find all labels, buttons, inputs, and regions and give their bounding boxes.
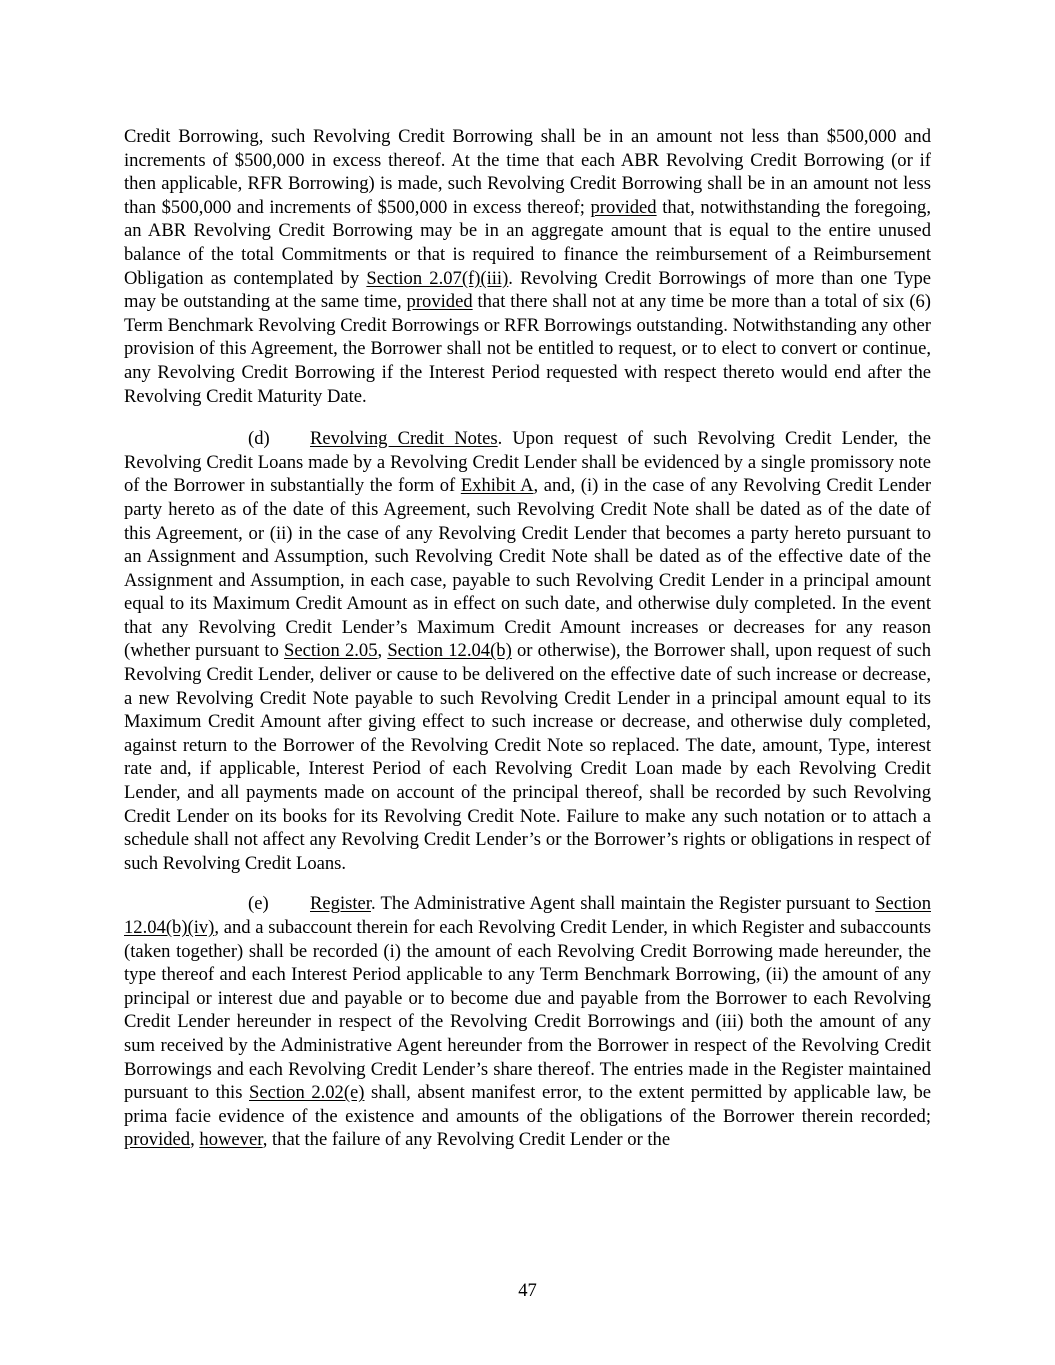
section-reference: Section 2.07(f)(iii) [366, 267, 509, 289]
text-segment: that, notwithstanding the foregoing, an ABR Revolving Credit Borrowing may be in an aggregate amount that is equal to the entire unused balance of the total Commitments or that is required to finance the reimbursement of a Reimbursement Obligation as contemplated by [124, 196, 931, 289]
text-segment: Credit Borrowing, such Revolving Credit Borrowing shall be in an amount not less than $500,000 and increments of $500,000 in excess thereof. At the time that each ABR Revolving Credit Borrowing (or if then applicable, RFR Borrowing) is made, such Revolving Credit Borrowing shall be in an amount not less than $500,000 and increments of $500,000 in excess thereof; [124, 126, 931, 218]
section-reference: Section 2.02(e) [249, 1082, 365, 1104]
provided-term: provided [590, 196, 657, 218]
paragraph-d [124, 427, 931, 875]
text-segment: , that the failure of any Revolving Credit Lender or the [262, 1129, 671, 1151]
section-reference: Section 12.04(b) [387, 640, 512, 662]
paragraph-e [124, 892, 931, 1152]
text-segment: , and, (i) in the case of any Revolving Credit Lender party hereto as of the date of this Agreement, such Revolving Credit Note shall be dated as of the date of this Agreement, or (ii) in the case of any Revolving Credit Lender that becomes a party hereto pursuant to an Assignment and Assumption, such Revolving Credit Note shall be dated as of the effective date of the Assignment and Assumption, in each case, payable to such Revolving Credit Lender in a principal amount equal to its Maximum Credit Amount as in effect on such date, and otherwise duly completed. In the event that any Revolving Credit Lender’s Maximum Credit Amount increases or decreases for any reason (whether pursuant to [124, 475, 932, 662]
body-text [124, 125, 931, 1169]
text-segment: that there shall not at any time be more than a total of six (6) Term Benchmark Revolving Credit Borrowings or RFR Borrowings outstanding. Notwithstanding any other provision of this Agreement, the Borrower shall not be entitled to request, or to elect to convert or continue, any Revolving Credit Borrowing if the Interest Period requested with respect thereto would end after the Revolving Credit Maturity Date. [124, 291, 931, 407]
text-segment: or otherwise), the Borrower shall, upon request of such Revolving Credit Lender, deliver or cause to be delivered on the effective date of such increase or decrease, a new Revolving Credit Note payable to such Revolving Credit Lender in a principal amount equal to its Maximum Credit Amount after giving effect to such increase or decrease, and otherwise duly completed, against return to the Borrower of the Revolving Credit Note so replaced. The date, amount, Type, interest rate and, if applicable, Interest Period of each Revolving Credit Loan made by each Revolving Credit Lender, and all payments made on account of the principal thereof, shall be recorded by such Revolving Credit Lender on its books for its Revolving Credit Note. Failure to make any such notation or to attach a schedule shall not affect any Revolving Credit Lender’s or the Borrower’s rights or obligations in respect of such Revolving Credit Loans. [124, 640, 931, 874]
however-term: however [199, 1129, 263, 1151]
text-segment: , [190, 1129, 200, 1151]
text-segment: shall, absent manifest error, to the extent permitted by applicable law, be prima facie evidence of the existence and amounts of the obligations of the Borrower therein recorded; [124, 1082, 932, 1127]
paragraph-c-continuation [124, 125, 931, 408]
section-reference: Section 2.05 [284, 640, 378, 662]
provided-term: provided [124, 1129, 191, 1151]
section-reference: Section 12.04(b)(iv) [124, 893, 931, 938]
paragraph-label: (d) [248, 428, 270, 450]
text-segment: . Upon request of such Revolving Credit Lender, the Revolving Credit Loans made by a Revolving Credit Lender shall be evidenced by a single promissory note of the Borrower in substantially the form of [124, 428, 931, 497]
paragraph-heading: Register [310, 893, 371, 915]
provided-term: provided [406, 291, 473, 313]
paragraph-heading: Revolving Credit Notes [310, 428, 498, 450]
text-segment: , and a subaccount therein for each Revolving Credit Lender, in which Register and subaccounts (taken together) shall be recorded (i) the amount of each Revolving Credit Borrowing made hereunder, the type thereof and each Interest Period applicable to any Term Benchmark Borrowing, (ii) the amount of any principal or interest due and payable or to become due and payable from the Borrower to each Revolving Credit Lender hereunder in respect of the Revolving Credit Borrowings and (iii) both the amount of any sum received by the Administrative Agent hereunder from the Borrower in respect of the Revolving Credit Borrowings and each Revolving Credit Lender’s share thereof. The entries made in the Register maintained pursuant to this [124, 917, 931, 1104]
text-segment: . The Administrative Agent shall maintain the Register pursuant to [370, 893, 876, 915]
text-segment: . Revolving Credit Borrowings of more than one Type may be outstanding at the same time, [124, 267, 931, 313]
exhibit-reference: Exhibit A [460, 475, 534, 497]
paragraph-label: (e) [248, 893, 269, 915]
page-number: 47 [518, 1280, 537, 1301]
text-segment: , [377, 640, 388, 662]
